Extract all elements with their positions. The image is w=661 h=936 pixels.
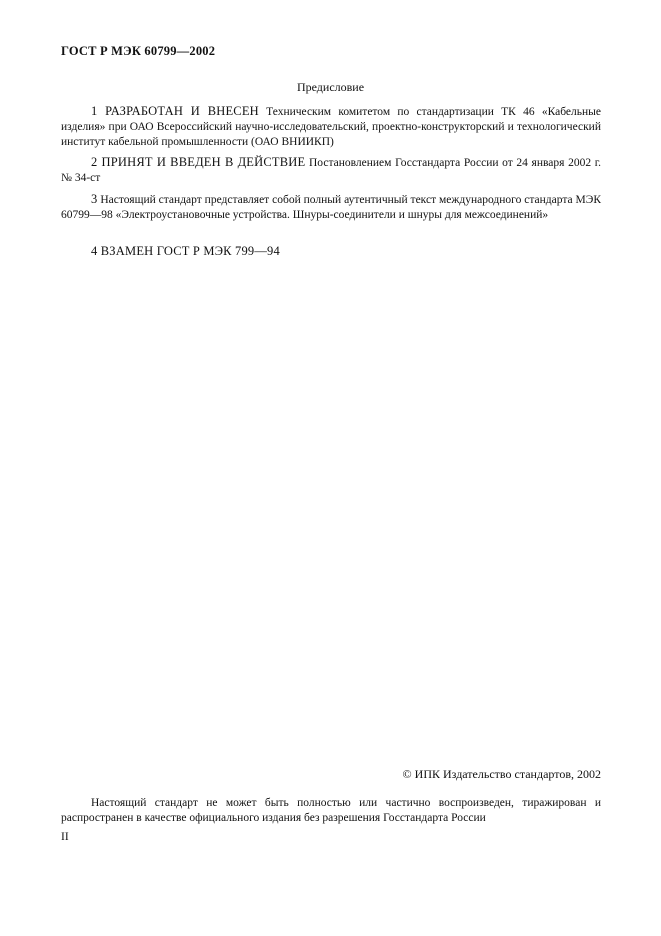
preface-item-1 xyxy=(61,104,601,150)
preface-item-1-text: Техническим комитетом по стандартизации ТК 46 «Кабельные изделия» при ОАО Всероссийский научно-исследовательский, проектно-конструкторский и технологический институт кабельной промышленности (ОАО ВНИИКП) xyxy=(61,106,602,148)
preface-item-3 xyxy=(61,192,601,223)
preface-item-2-lead: 2 ПРИНЯТ И ВВЕДЕН В ДЕЙСТВИЕ xyxy=(91,155,306,169)
preface-item-2 xyxy=(61,155,601,186)
preface-item-4-lead: 4 ВЗАМЕН ГОСТ Р МЭК 799—94 xyxy=(91,244,280,258)
preface-item-3-text: Настоящий стандарт представляет собой полный аутентичный текст международного стандарта МЭК 60799—98 «Электроустановочные устройства. Шнуры-соединители и шнуры для межсоединений» xyxy=(61,194,601,221)
document-code: ГОСТ Р МЭК 60799—2002 xyxy=(61,44,216,58)
copyright-line: © ИПК Издательство стандартов, 2002 xyxy=(402,767,601,781)
reproduction-notice: Настоящий стандарт не может быть полностью или частично воспроизведен, тиражирован и распространен в качестве официального издания без разрешения Госстандарта России xyxy=(61,797,601,824)
preface-title: Предисловие xyxy=(296,80,365,94)
preface-item-1-lead: 1 РАЗРАБОТАН И ВНЕСЕН xyxy=(91,104,259,118)
preface-item-2-text: Постановлением Госстандарта России от 24 января 2002 г. № 34-ст xyxy=(61,157,602,184)
preface-item-3-lead: 3 xyxy=(91,192,98,206)
page-number: II xyxy=(61,831,69,843)
preface-item-4 xyxy=(61,244,601,260)
